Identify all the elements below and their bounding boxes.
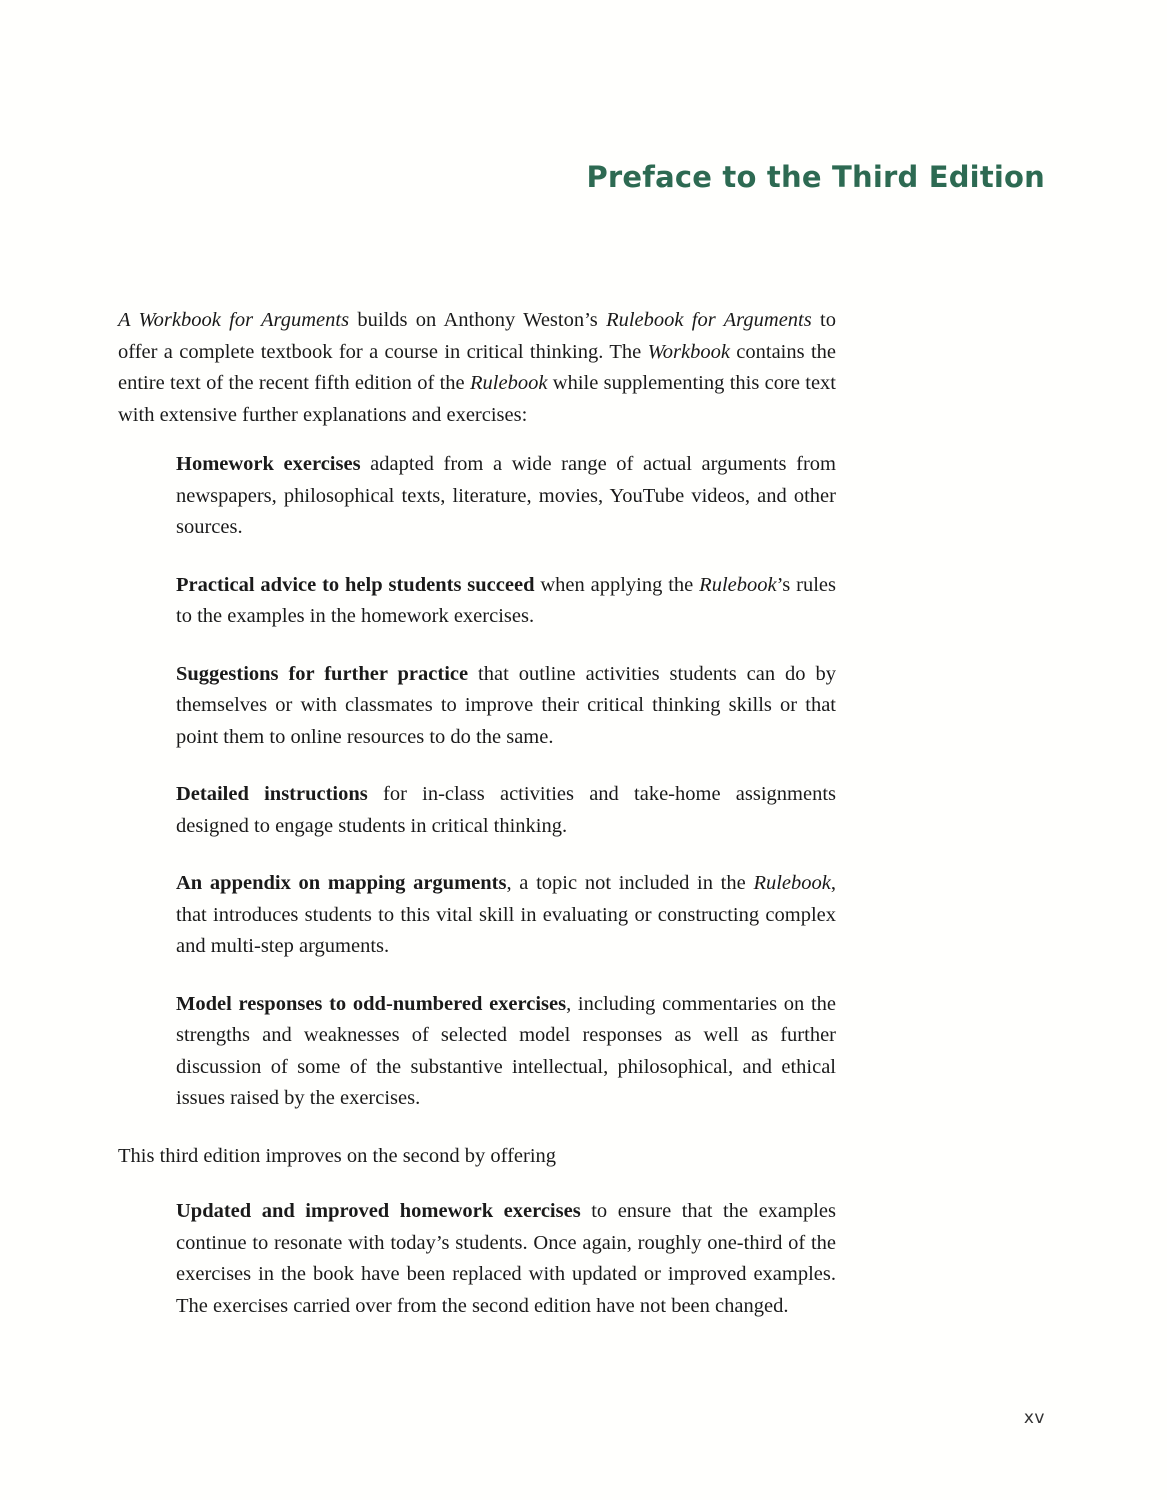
mid-paragraph: This third edition improves on the second by offering [118,1144,557,1167]
bullet-1 [176,449,836,544]
page-number: xv [1023,1408,1045,1428]
bullet-lead-in: Updated and improved homework exercises [176,1200,581,1222]
bullet-lead-in: Practical advice to help students succeed [176,573,535,596]
bullet-3 [176,659,836,754]
list-item [176,989,836,1115]
bullet-lead-in: Detailed instructions [176,783,368,805]
list-item [176,868,836,963]
intro-seg-1: builds on Anthony Weston’s [349,309,607,331]
list-item [176,1196,836,1322]
page-title: Preface to the Third Edition [586,160,1045,194]
intro-seg-4: Workbook [647,340,730,363]
bullet-text: , including commentaries on the strengths and weaknesses of selected model responses as well as further discussion of some of the substantive intellectual, philosophical, and ethical issues raised by the exercises. [176,992,837,1109]
bullet-text: , a topic not included in the [506,872,754,894]
bullet-italic: Rulebook [753,872,831,894]
page-body [118,305,836,1348]
intro-seg-5: contains the entire text of the recent fifth edition of the [118,340,836,394]
intro-seg-7: while supplementing this core text with extensive further explanations and exercises: [118,372,836,426]
intro-seg-2: Rulebook for Arguments [606,309,812,331]
bullet-lead-in: Model responses to odd-numbered exercises [176,992,567,1015]
bullet-6 [176,989,836,1115]
bullet-2 [176,570,836,633]
bullet-text: for in-class activities and take-home assignments designed to engage students in critical thinking. [176,783,837,837]
list-item [176,779,836,842]
bullet-text: to ensure that the examples continue to resonate with today’s students. Once again, roughly one-third of the exercises in the book have been replaced with updated or improved examples. The exercises carried over from the second edition have not been changed. [176,1200,837,1317]
list-item [176,449,836,544]
bullet-5 [176,868,836,963]
bullet-4 [176,779,836,842]
intro-seg-0: A Workbook for Arguments [118,309,350,331]
bullet-text-2: ’s rules to the examples in the homework exercises. [176,573,836,627]
bullet-text-2: , that introduces students to this vital skill in evaluating or constructing complex and multi-step arguments. [176,872,836,957]
bullet-text: when applying the [534,573,700,596]
bullet-text: that outline activities students can do by themselves or with classmates to improve their critical thinking skills or that point them to online resources to do the same. [176,662,836,748]
intro-seg-3: to offer a complete textbook for a course in critical thinking. The [118,309,836,363]
intro-seg-6: Rulebook [470,372,548,394]
intro-paragraph [118,305,836,431]
bullet-lead-in: Suggestions for further practice [176,662,469,685]
bullet-lead-in: An appendix on mapping arguments [176,872,507,894]
bullet-7 [176,1196,836,1322]
list-item [176,659,836,754]
list-item [176,570,836,633]
bullet-lead-in: Homework exercises [176,453,361,475]
bullet-italic: Rulebook [699,573,777,596]
bullet-text: adapted from a wide range of actual arguments from newspapers, philosophical texts, literature, movies, YouTube videos, and other sources. [176,453,836,538]
